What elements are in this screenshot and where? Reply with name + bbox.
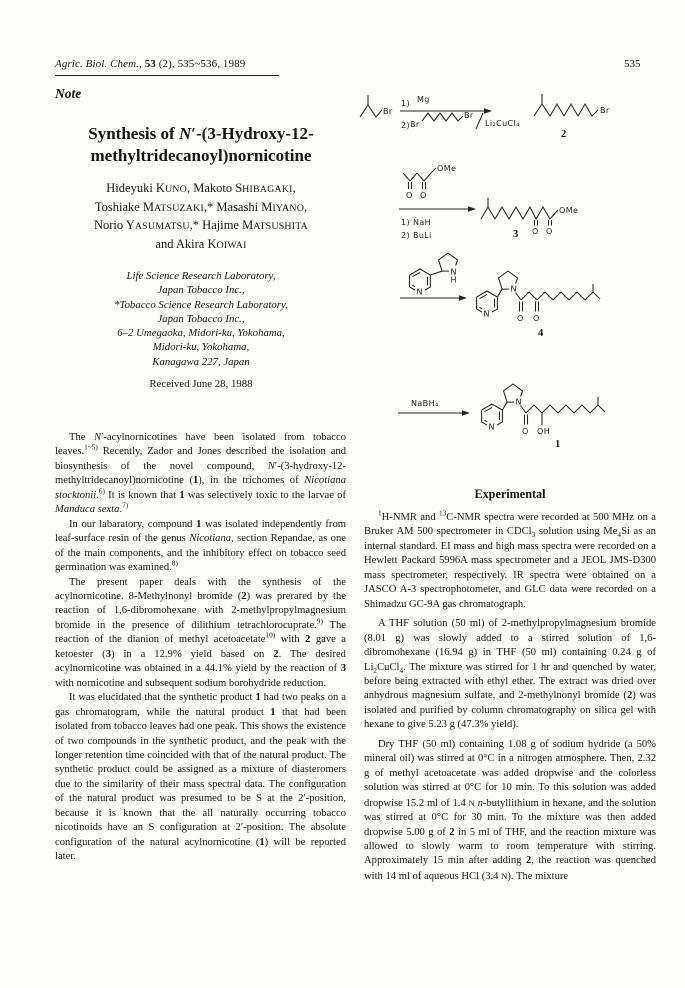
step-1-label: 1) NaH <box>401 218 432 227</box>
affiliation-line: Kanagawa 227, Japan <box>152 355 250 368</box>
experimental-paragraph: A THF solution (50 ml) of 2-methylpropylmagnesium bromide (8.01 g) was slowly added to a stirred solution of 1,6-dibromohexane (16.94 g) in THF (50 ml) containing 0.24 g of $Li_2CuCl_4$. The mixture was stirred for 1 hr and quenched by water, before being extracted with ethyl ether. The extract was dried over anhydrous magnesium sulfate, and 2-methylnonyl bromide (2) was isolated and purified by column chromatography on silica gel with hexane to give 5.23 g (47.3% yield). <box>364 618 656 731</box>
o-label: O <box>533 314 540 323</box>
double-bond <box>409 182 412 189</box>
ome-label: OMe <box>437 164 457 173</box>
author-line: and Akira KOIWAI <box>155 236 247 251</box>
o-label: O <box>522 427 529 436</box>
o-label: O <box>406 191 413 200</box>
affiliation-line: Life Science Research Laboratory, <box>126 270 276 282</box>
bond <box>521 292 537 300</box>
page-number: 535 <box>624 58 641 70</box>
affiliation-line: Japan Tobacco Inc., <box>157 284 245 297</box>
compound-4-label: 4 <box>538 328 544 339</box>
bond <box>537 292 593 300</box>
affiliation-line: *Tobacco Science Research Laboratory, <box>114 298 288 311</box>
scheme-2 <box>399 164 578 240</box>
oh-label: OH <box>537 427 551 436</box>
bond <box>516 293 522 301</box>
bond <box>481 207 558 219</box>
compound-2-label: 2 <box>561 129 567 140</box>
introduction-section <box>55 431 346 865</box>
intro-paragraph: It was elucidated that the synthetic product 1 had two peaks on a gas chromatogram, while the natural product 1 that had been isolated from tobacco leaves had one peak. This shows the existence of two compounds in the synthetic product, and the peak with the longer retention time coincided with that of the natural product. The synthetic product could be assigned as a mixture of diasteromers due to the similarity of their mass spectral data. The configuration of the natural product was presumed to be S at the 2′-position, because it is known that the all naturally occurring tobacco nicotinoids have an S configuration at 2′-position. The absolute configuration of the natural acylnornicotine (1) will be reported later. <box>55 692 346 863</box>
bond <box>521 406 527 414</box>
intro-paragraph: In our labaratory, compound 1 was isolated independently from leaf-surface resin of the genus Nicotiana, section Repandae, as one of the main components, and the inhibitory effect on tobacco seed germination was examined.$^{8)}$ <box>55 518 346 574</box>
double-bond <box>525 415 528 425</box>
step-1-label: 1) <box>401 99 411 108</box>
reaction-scheme-figure <box>355 85 665 465</box>
catalyst-label: Li₂CuCl₄ <box>485 119 520 128</box>
journal-citation: Agric. Biol. Chem., 53 (2), 535~536, 1989 <box>55 58 246 70</box>
pyrrolidine-n-label: N <box>515 397 522 407</box>
double-bond <box>520 302 523 312</box>
double-bond <box>549 220 552 226</box>
experimental-paragraph: $^1$H-NMR and $^{13}$C-NMR spectra were recorded at 500 MHz on a Bruker AM 500 spectrometer in CDCl$_3$ solution using $Me_4Si$ as an internal standard. EI mass and high mass spectra were recorded on a Hewlett Packard 5996A mass spectrometer and a JEOL JMS-D300 mass spectrometer, respectively. IR spectra were obtained on a JASCO A-3 spectrophotometer, and GLC data were recorded on a Shimadzu GC-9A gas chromatograph. <box>364 508 656 610</box>
o-label: O <box>546 227 553 236</box>
pyridine-n-label: N <box>416 287 423 297</box>
methylnonyl-bromide-structure <box>534 94 610 116</box>
affiliation-line: Midori-ku, Yokohama, <box>152 341 250 354</box>
affiliation-block <box>55 269 347 369</box>
header-rule <box>55 75 279 76</box>
nh-label: H <box>450 275 457 285</box>
experimental-paragraph: Dry THF (50 ml) containing 1.08 g of sodium hydride (a 50% mineral oil) was stirred at 0°C in a nitrogen atmosphere. Then, 2.32 g of methyl acetoacetate was added dropwise and the colorless solution was stirred at 0°C for 10 min. To this solution was added dropwise 15.2 ml of 1.4 N n-butyllithium in hexane, and the solution was stirred at 0°C for 30 min. To the mixture was then added dropwise 5.00 g of 2 in 5 ml of THF, and the reaction mixture was allowed to slowly warm to room temperature with stirring. Approximately 15 min after adding 2, the reaction was quenched with 14 ml of aqueous HCl (3.4 N). The mixture <box>364 738 657 882</box>
methyl-acetoacetate-structure <box>403 164 456 200</box>
author-line: Norio YASUMATSU,* Hajime MATSUSHITA <box>93 218 308 232</box>
author-list <box>43 180 359 254</box>
bond <box>502 402 507 410</box>
arrowhead <box>459 295 467 300</box>
received-date: Received June 28, 1988 <box>149 378 253 390</box>
compound-1-structure <box>482 384 605 436</box>
ome-label: OMe <box>559 206 579 215</box>
ketoester-structure <box>481 198 578 236</box>
bond <box>526 405 542 413</box>
double-bond <box>423 182 426 189</box>
bond <box>534 104 598 116</box>
double-bond <box>535 220 538 226</box>
arrowhead <box>484 108 492 113</box>
nornicotine-structure <box>410 253 459 297</box>
dibromohexane-structure <box>410 111 520 129</box>
pyrrolidine-n-label: N <box>510 284 517 294</box>
scheme-4 <box>398 384 605 450</box>
step-2-label: 2) <box>401 121 411 130</box>
br-label: Br <box>410 120 420 129</box>
affiliation-line: 6–2 Umegaoka, Midori-ku, Yokohama, <box>117 327 285 340</box>
br-label: Br <box>464 111 474 120</box>
compound-3-label: 3 <box>513 229 519 240</box>
bond <box>430 271 442 275</box>
reagent-nabh4: NaBH₄ <box>411 399 439 408</box>
bond <box>403 168 436 181</box>
slash-divider <box>476 113 483 129</box>
bond <box>598 405 605 412</box>
intro-paragraph: The present paper deals with the synthesis of the acylnornicotine. 8-Methylnonyl bromide (2) was prerared by the reaction of 1,6-dibromohexane with 2-methylpropylmagnesium bromide in the presence of dilithium tetrachlorocuprate.$^{9)}$ The reaction of the dianion of methyl acetoacetate$^{10)}$ with 2 gave a ketoester (3) in a 12.9% yield based on 2. The desired acylnornicotine was obtained in a 44.1% yield by the reaction of 3 with nornicotine and subsequent sodium borohydride reduction. <box>55 576 347 689</box>
br-label: Br <box>383 107 393 116</box>
isobutyl-bromide-structure <box>360 95 393 117</box>
bond <box>360 105 382 117</box>
experimental-section <box>364 487 656 884</box>
bond <box>593 292 600 299</box>
intro-paragraph: The N′-acylnornicotines have been isolated from tobacco leaves.$^{1\sim 5)}$ Recently, Zador and Jones described the isolation and biosynthesis of the novel compound, N′-(3-hydroxy-12-methyltridecanoyl)nornicotine (1), in the trichomes of Nicotiana stocktonii.$^{6)}$ It is known that 1 was selectively toxic to the larvae of Manduca sexta.$^{7)}$ <box>55 432 347 516</box>
article-title <box>55 123 347 167</box>
note-label: Note <box>55 86 82 101</box>
compound-4-structure <box>477 271 600 323</box>
o-label: O <box>532 227 539 236</box>
title-line-1: Synthesis of N′-(3-Hydroxy-12- <box>88 124 314 143</box>
pyridine-n-label: N <box>488 422 495 432</box>
title-line-2: methyltridecanoyl)nornicotine <box>90 146 312 165</box>
scheme-3 <box>400 253 600 339</box>
pyridine-n-label: N <box>483 309 490 319</box>
bond <box>422 113 463 121</box>
compound-1-label: 1 <box>555 439 561 450</box>
step-2-label: 2) BuLi <box>401 231 432 240</box>
bond <box>542 405 598 413</box>
author-line: Toshiake MATSUZAKI,* Masashi MIYANO, <box>94 199 308 214</box>
o-label: O <box>517 314 524 323</box>
author-line: Hideyuki KUNO, Makoto SHIBAGAKI, <box>106 181 296 195</box>
arrowhead <box>468 206 476 211</box>
o-label: O <box>420 191 427 200</box>
double-bond <box>536 302 539 312</box>
scheme-1 <box>360 94 610 140</box>
br-label: Br <box>600 106 610 115</box>
pyrrolidine-n-label: N <box>450 267 457 277</box>
arrowhead <box>462 410 470 415</box>
bond <box>497 289 502 297</box>
affiliation-line: Japan Tobacco Inc., <box>157 312 245 325</box>
reagent-mg: Mg <box>417 95 430 104</box>
experimental-heading: Experimental <box>474 487 546 501</box>
